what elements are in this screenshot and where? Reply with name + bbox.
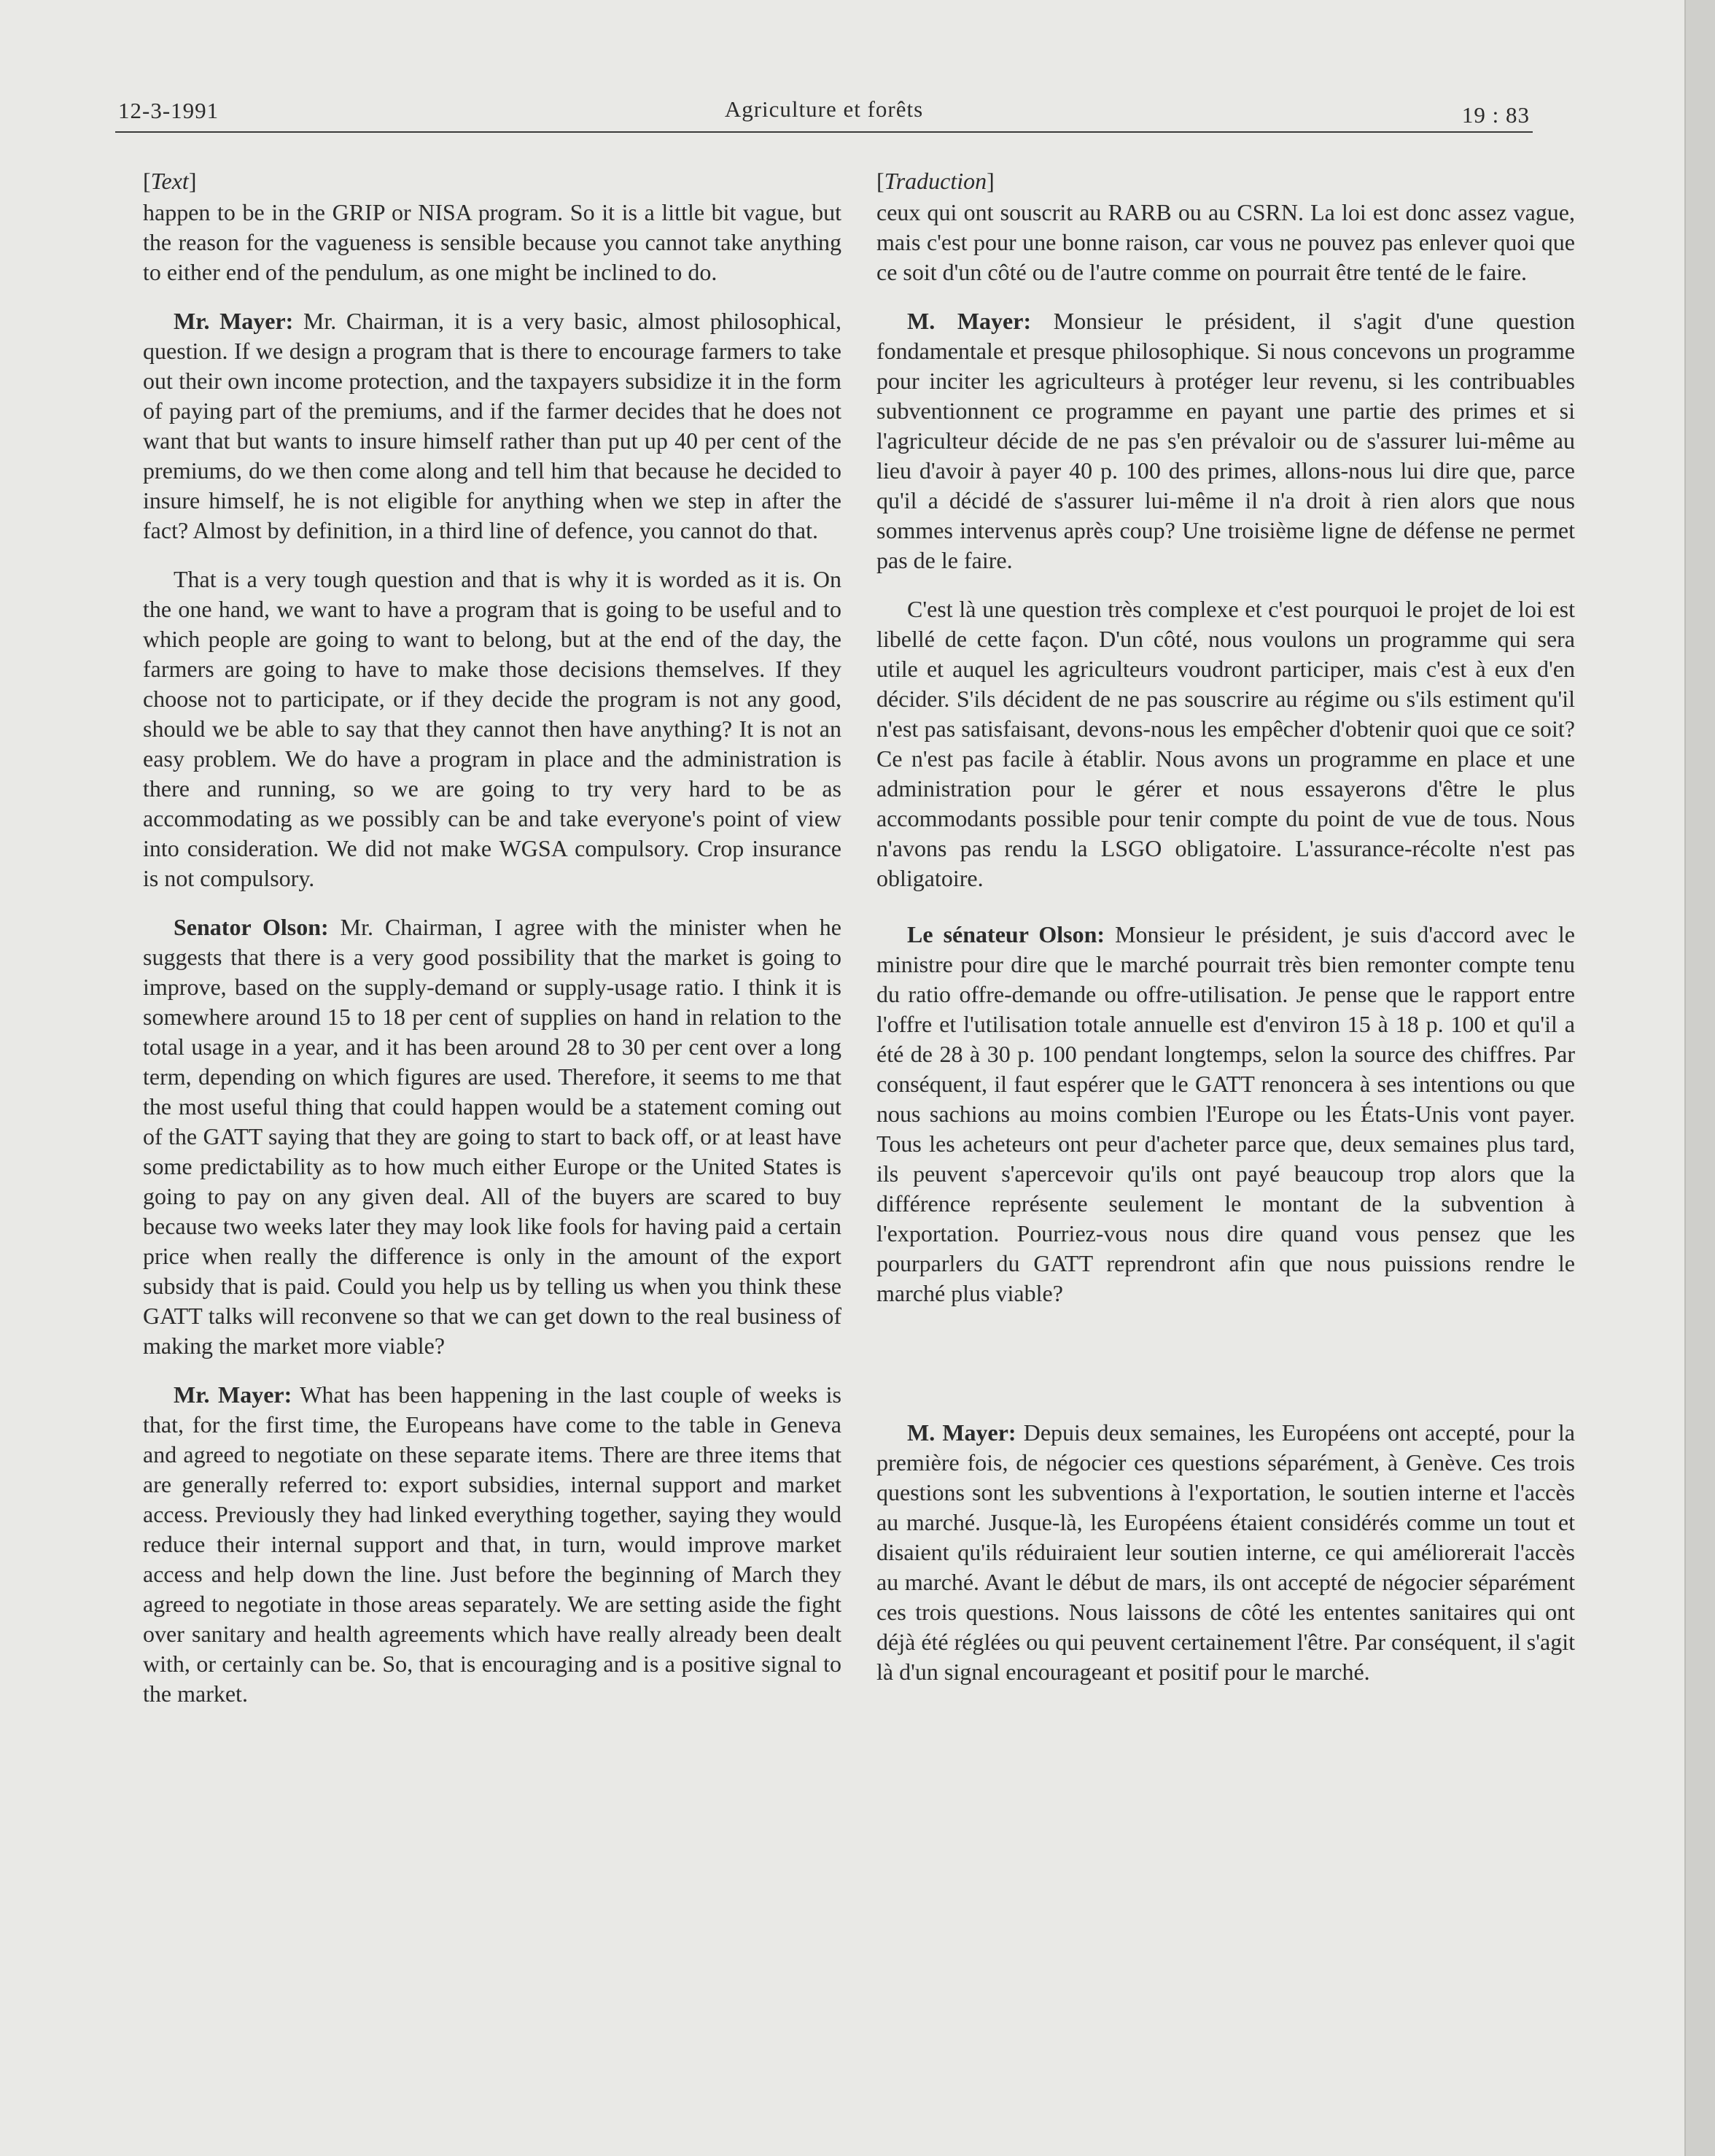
paragraph: ceux qui ont souscrit au RARB ou au CSRN. La loi est donc assez vague, mais c'est pour une bonne raison, car vous ne pouvez pas enlever quoi que ce soit d'un côté ou de l'autre comme on pourrait être tenté de le faire. xyxy=(876,199,1575,285)
paragraph: Mr. Mayer: Mr. Chairman, it is a very basic, almost philosophical, question. If we design a program that is there to encourage farmers to take out their own income protection, and the taxpayers subsidize it in the form of paying part of the premiums, and if the farmer decides that he does not want that but wants to insure himself rather than put up 40 per cent of the premiums, do we then come along and tell him that because he decided to insure himself, he is not eligible for anything when we step in after the fact? Almost by definition, in a third line of defence, you cannot do that. xyxy=(143,308,842,543)
french-column xyxy=(876,166,1575,1706)
paragraph: Mr. Mayer: What has been happening in the last couple of weeks is that, for the first time, the Europeans have come to the table in Geneva and agreed to negotiate on these separate items. There are three items that are generally referred to: export subsidies, internal support and market access. Previously they had linked everything together, saying they would reduce their internal support and that, in turn, would improve market access and help down the line. Just before the beginning of March they agreed to negotiate in those areas separately. We are setting aside the fight over sanitary and health agreements which have really already been dealt with, or certainly can be. So, that is encouraging and is a positive signal to the market. xyxy=(143,1381,842,1707)
page-edge xyxy=(1684,0,1715,2156)
paragraph: That is a very tough question and that is why it is worded as it is. On the one hand, we want to have a program that is going to be useful and to which people are going to want to belong, but at the end of the day, the farmers are going to have to make those decisions themselves. If they choose not to participate, or if they decide the program is not any good, should we be able to say that they cannot then have anything? It is not an easy problem. We do have a program in place and the administration is there and running, so we are going to try very hard to be as accommodating as we possibly can be and take everyone's point of view into consideration. We did not make WGSA compulsory. Crop insurance is not compulsory. xyxy=(143,566,841,891)
paragraph: C'est là une question très complexe et c'est pourquoi le projet de loi est libellé de cette façon. D'un côté, nous voulons un programme qui sera utile et auquel les agriculteurs voudront participer, mais c'est à eux d'en décider. S'ils décident de ne pas souscrire au régime ou s'ils estiment qu'il n'est pas satisfaisant, devons-nous les empêcher d'obtenir quoi que ce soit? Ce n'est pas facile à établir. Nous avons un programme en place et une administration pour le gérer et nous essayerons d'être le plus accommodants possible pour tenir compte du point de vue de tous. Nous n'avons pas rendu la LSGO obligatoire. L'assurance-récolte n'est pas obligatoire. xyxy=(876,596,1575,891)
header-title: Agriculture et forêts xyxy=(724,96,924,122)
paragraph: M. Mayer: Depuis deux semaines, les Européens ont accepté, pour la première fois, de négocier ces questions séparément, à Genève. Ces trois questions sont les subventions à l'exportation, le soutien interne et l'accès au marché. Jusque-là, les Européens étaient considérés comme un tout et disaient qu'ils réduiraient leur soutien interne, ce qui améliorerait l'accès au marché. Avant le début de mars, ils ont accepté de négocier séparément ces trois questions. Nous laissons de côté les ententes sanitaires qui ont déjà été réglées ou qui peuvent certainement l'être. Par conséquent, il s'agit là d'un signal encourageant et positif pour le marché. xyxy=(876,1419,1576,1685)
speaker-name: M. Mayer: xyxy=(907,1419,1016,1446)
english-column xyxy=(143,166,841,1728)
speaker-name: Mr. Mayer: xyxy=(174,1381,292,1408)
header-date: 12-3-1991 xyxy=(118,98,219,123)
paragraph: Senator Olson: Mr. Chairman, I agree with the minister when he suggests that there is a very good possibility that the market is going to improve, based on the supply-demand or supply-usage ratio. I think it is somewhere around 15 to 18 per cent of supplies on hand in relation to the total usage in a year, and it has been around 28 to 30 per cent over a long term, depending on which figures are used. Therefore, it seems to me that the most useful thing that could happen would be a statement coming out of the GATT saying that they are going to start to back off, or at least have some predictability as to how much either Europe or the United States is going to pay on any given deal. All of the buyers are scared to buy because two weeks later they may look like fools for having paid a certain price when really the difference is only in the amount of the export subsidy that is paid. Could you help us by telling us when you think these GATT talks will reconvene so that we can get down to the real business of making the market more viable? xyxy=(143,914,842,1359)
language-label-french: [Traduction] xyxy=(876,168,995,194)
paragraph: happen to be in the GRIP or NISA program. So it is a little bit vague, but the reason for the vagueness is sensible because you cannot take anything to either end of the pendulum, as one might be inclined to do. xyxy=(143,199,841,285)
header-page-number: 19 : 83 xyxy=(1461,102,1530,128)
speaker-name: Senator Olson: xyxy=(174,914,329,940)
speaker-name: Le sénateur Olson: xyxy=(907,921,1105,947)
paragraph: M. Mayer: Monsieur le président, il s'agit d'une question fondamentale et presque philosophique. Si nous concevons un programme pour inciter les agriculteurs à protéger leur revenu, si les contribuables subventionnent ce programme en payant une partie des primes et si l'agriculteur décide de ne pas s'en prévaloir ou de s'assurer lui-même au lieu d'avoir à payer 40 p. 100 des primes, allons-nous lui dire que, parce qu'il a décidé de s'assurer lui-même il n'a droit à rien alors que nous sommes intervenus après coup? Une troisième ligne de défense ne permet pas de le faire. xyxy=(876,308,1576,573)
speaker-name: Mr. Mayer: xyxy=(174,308,294,334)
page-header xyxy=(115,93,1533,133)
language-label-english: [Text] xyxy=(143,168,197,194)
speaker-name: M. Mayer: xyxy=(907,308,1032,334)
paragraph: Le sénateur Olson: Monsieur le président, je suis d'accord avec le ministre pour dire que le marché pourrait très bien remonter compte tenu du ratio offre-demande ou offre-utilisation. Je pense que le rapport entre l'offre et l'utilisation totale annuelle est d'environ 15 à 18 p. 100 et qu'il a été de 28 à 30 p. 100 pendant longtemps, selon la source des chiffres. Par conséquent, il faut espérer que le GATT renoncera à ses intentions ou que nous sachions au moins combien l'Europe ou les États-Unis vont payer. Tous les acheteurs ont peur d'acheter parce que, deux semaines plus tard, ils peuvent s'apercevoir qu'ils ont payé beaucoup trop alors que la différence représente seulement le montant de la subvention à l'exportation. Pourriez-vous nous dire quand vous pensez que les pourparlers du GATT reprendront afin que nous puissions rendre le marché plus viable? xyxy=(876,921,1576,1306)
